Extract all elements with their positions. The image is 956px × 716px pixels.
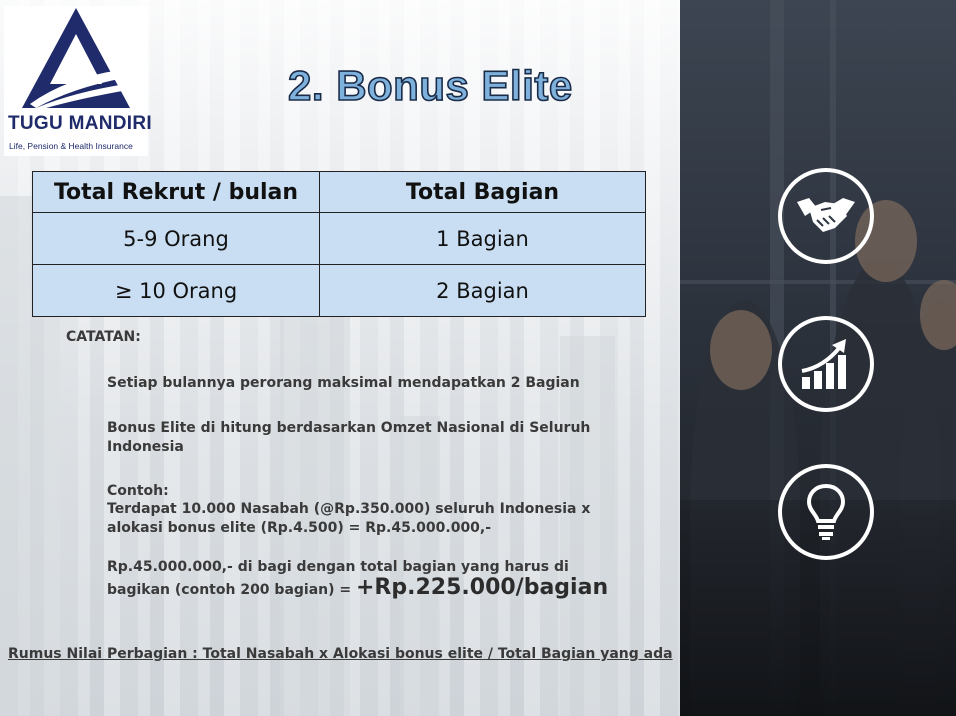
table-header-cell: Total Rekrut / bulan <box>33 172 320 213</box>
handshake-icon <box>795 194 857 238</box>
table-header-cell: Total Bagian <box>320 172 646 213</box>
notes-heading: CATATAN: <box>66 329 141 345</box>
example-line: Rp.45.000.000,- di bagi dengan total bagian yang harus di <box>107 559 569 575</box>
example-label: Contoh: <box>107 483 169 499</box>
lightbulb-icon <box>806 483 846 541</box>
example-result-value: +Rp.225.000/bagian <box>356 575 609 600</box>
tugu-mandiri-emblem <box>22 8 130 110</box>
formula-text: Rumus Nilai Perbagian : Total Nasabah x Alokasi bonus elite / Total Bagian yang ada <box>8 646 673 662</box>
table-header-row <box>33 172 646 213</box>
lightbulb-icon-circle <box>778 464 874 560</box>
note-line: Setiap bulannya perorang maksimal mendapatkan 2 Bagian <box>107 375 580 391</box>
table-cell: ≥ 10 Orang <box>33 265 320 317</box>
note-line: Indonesia <box>107 439 184 455</box>
table-row <box>33 213 646 265</box>
table-row <box>33 265 646 317</box>
handshake-icon-circle <box>778 168 874 264</box>
example-line: alokasi bonus elite (Rp.4.500) = Rp.45.000.000,- <box>107 520 492 536</box>
growth-chart-icon-circle <box>778 316 874 412</box>
example-result-line <box>107 575 609 600</box>
example-result-prefix: bagikan (contoh 200 bagian) = <box>107 582 356 598</box>
logo-tagline: Life, Pension & Health Insurance <box>9 141 133 151</box>
business-team-photo <box>680 0 956 716</box>
slide-title: 2. Bonus Elite <box>288 62 573 109</box>
table-cell: 5-9 Orang <box>33 213 320 265</box>
note-line: Bonus Elite di hitung berdasarkan Omzet Nasional di Seluruh <box>107 420 591 436</box>
logo-wordmark: TUGU MANDIRI <box>8 113 152 134</box>
table-cell: 1 Bagian <box>320 213 646 265</box>
company-logo <box>4 6 152 156</box>
growth-chart-icon <box>798 337 854 391</box>
table-cell: 2 Bagian <box>320 265 646 317</box>
example-line: Terdapat 10.000 Nasabah (@Rp.350.000) seluruh Indonesia x <box>107 501 591 517</box>
bonus-table <box>32 171 646 317</box>
